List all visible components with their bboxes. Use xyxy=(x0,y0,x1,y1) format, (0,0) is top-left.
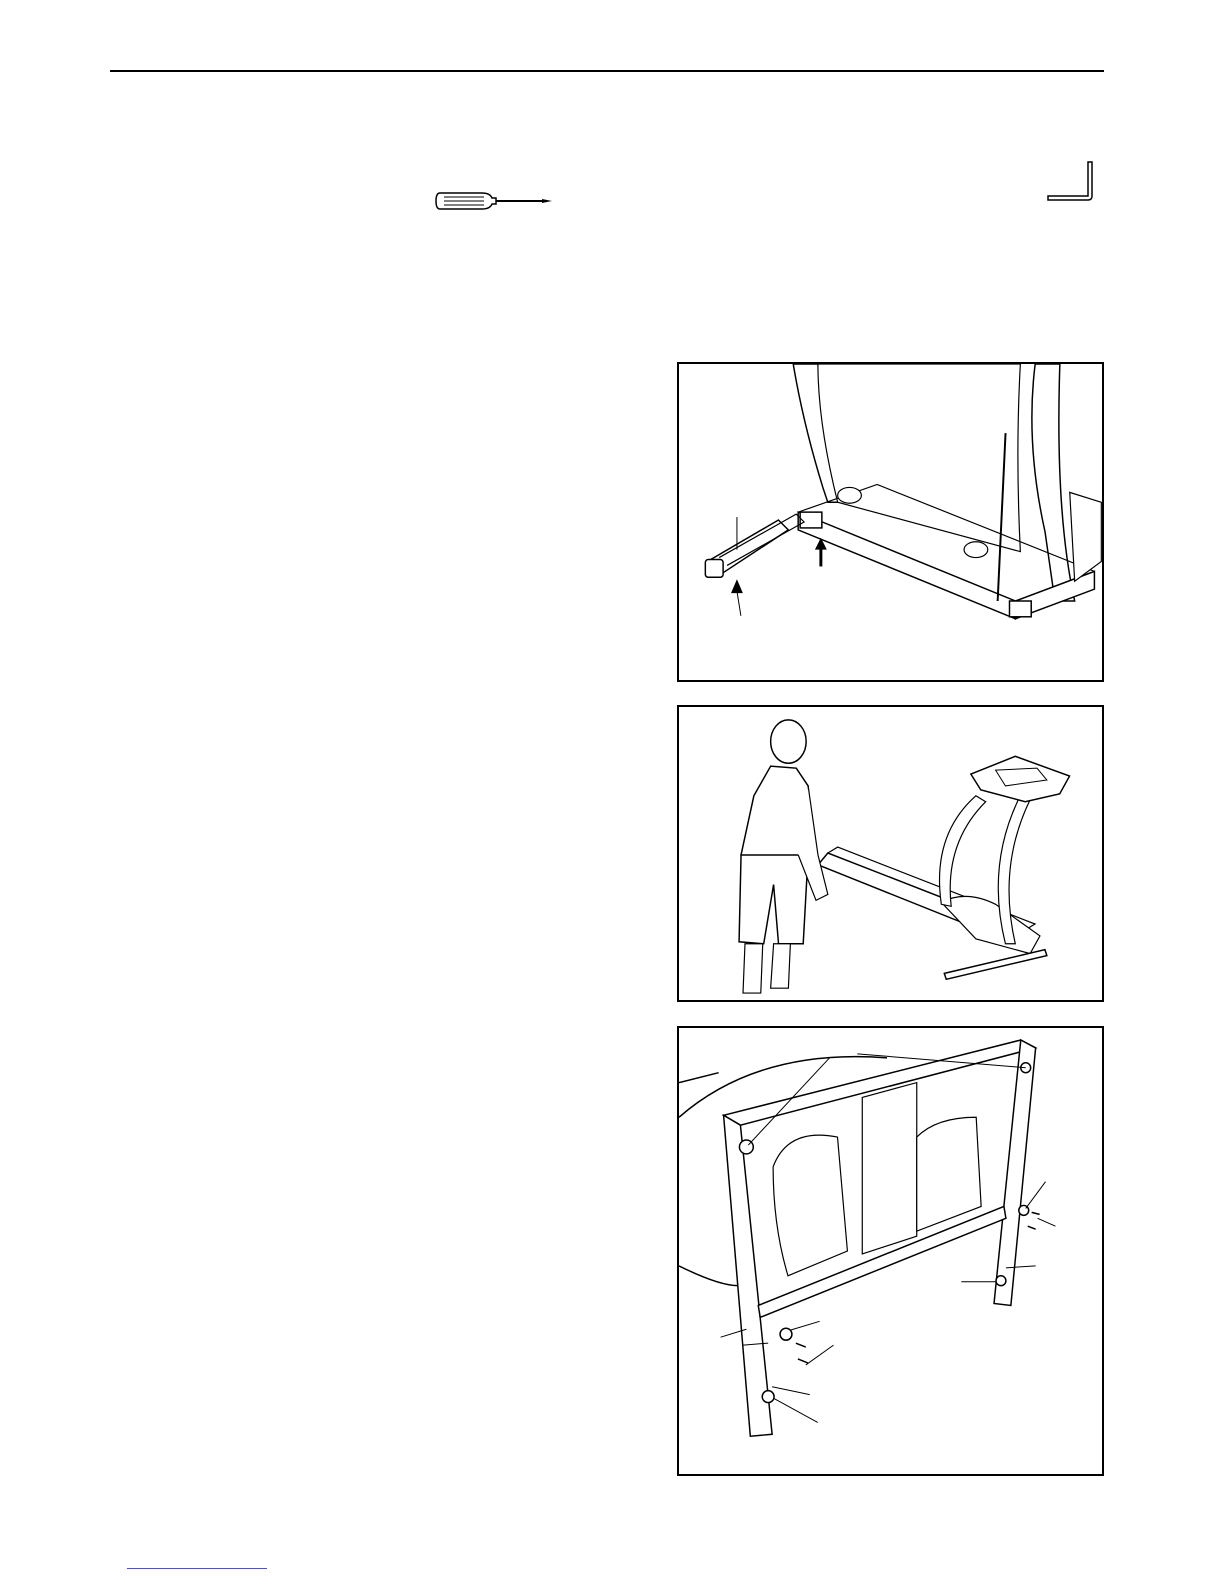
figure-2 xyxy=(677,705,1104,1002)
allen-wrench-icon xyxy=(1044,160,1096,202)
uprights-base-assembly-illustration xyxy=(679,364,1102,680)
frame-leg-hardware-illustration xyxy=(679,1028,1102,1474)
person-lifting-treadmill-illustration xyxy=(679,707,1102,1000)
figure-1 xyxy=(677,362,1104,682)
phillips-screwdriver-icon xyxy=(434,190,556,212)
top-rule xyxy=(110,70,1104,72)
figure-3 xyxy=(677,1026,1104,1476)
footer-link-underline[interactable] xyxy=(127,1568,267,1569)
